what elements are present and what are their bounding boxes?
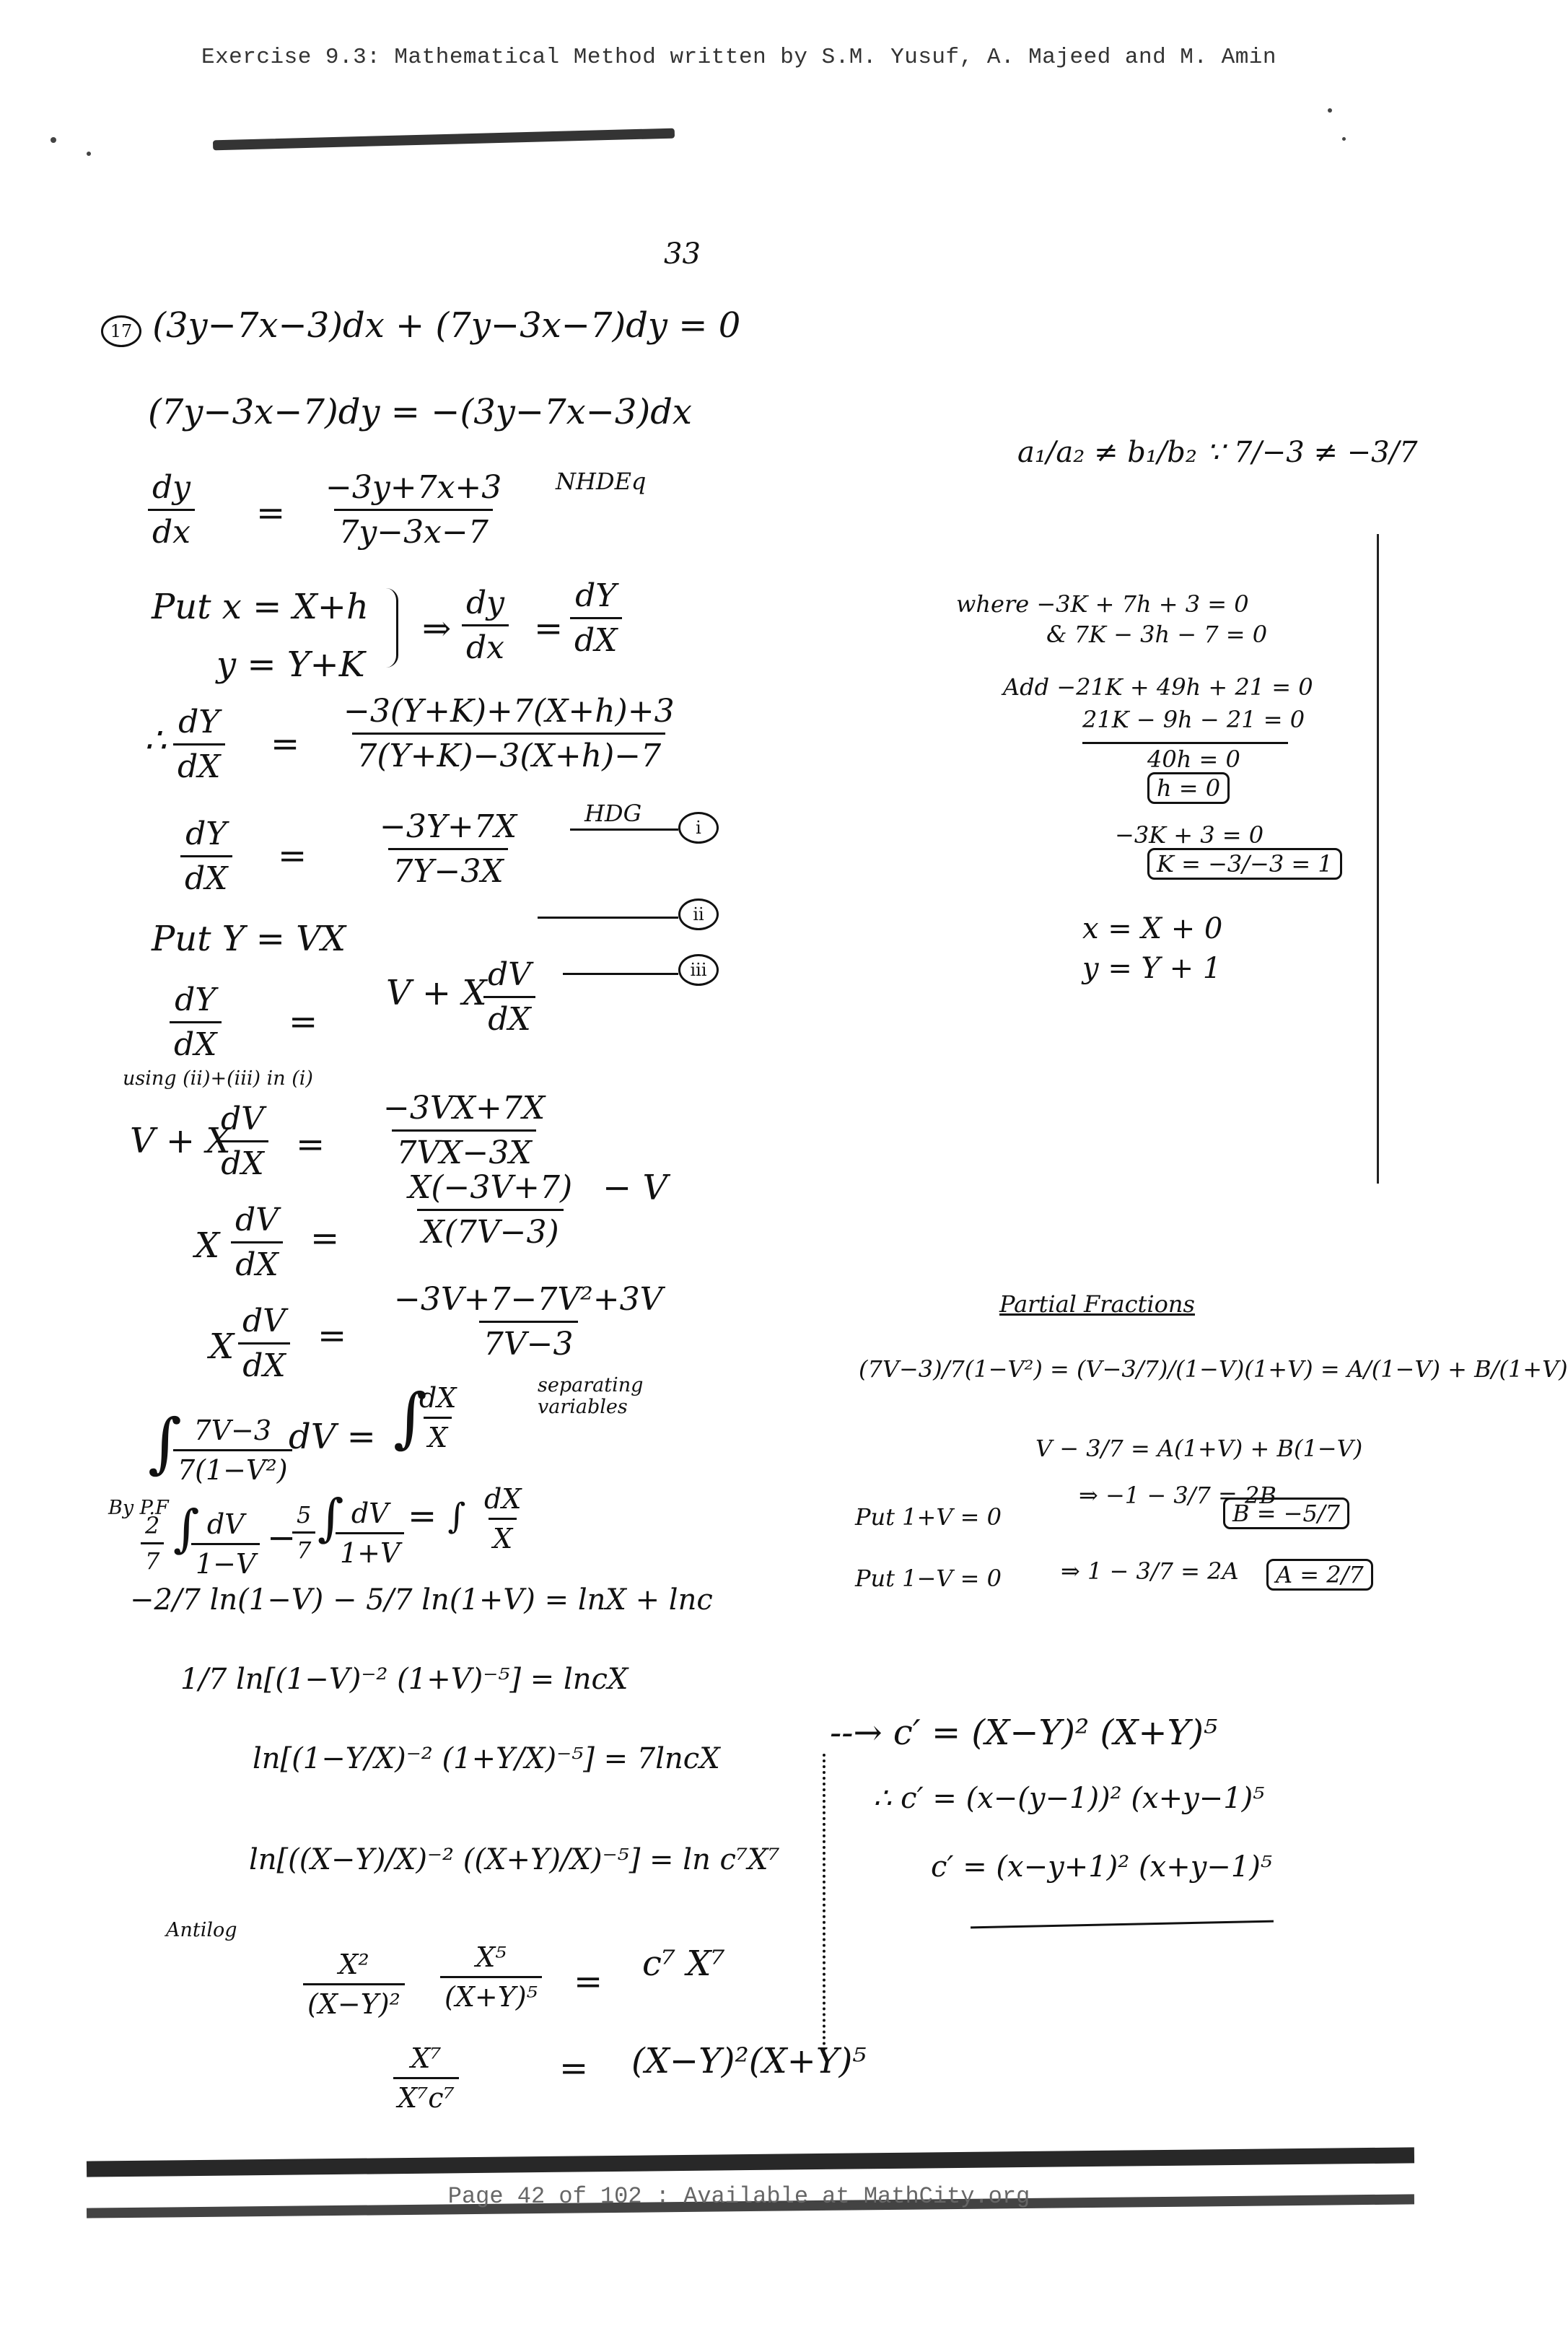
tag-leader — [538, 917, 678, 919]
step-11-eq: = — [317, 1316, 347, 1356]
integral-sign: ∫ — [148, 1405, 182, 1481]
step-9-lhs: V + X — [130, 1121, 231, 1161]
right-k-eq: −3K + 3 = 0 — [1115, 821, 1264, 849]
step-4-rhs: $\frac{-3(Y+K)+7(X+h)+3}{7(Y+K)-3(X+h)-7}$ — [343, 693, 675, 774]
tag-leader — [570, 828, 678, 831]
step-18-term-1: $\frac{\text{X²}}{\text{(X−Y)²}}$ — [303, 1949, 405, 2020]
step-11-frac: $\frac{dV}{dX}$ — [238, 1303, 290, 1384]
step-8: using (ii)+(iii) in (i) — [123, 1067, 313, 1090]
speck — [1328, 108, 1332, 113]
step-9-frac: $\frac{dV}{dX}$ — [216, 1101, 268, 1182]
c-prime-3: c′ = (x−y+1)² (x+y−1)⁵ — [931, 1850, 1272, 1884]
step-10-tail: − V — [603, 1168, 668, 1208]
scan-smudge-top — [213, 128, 675, 151]
right-margin-line — [1377, 534, 1379, 1184]
step-10-eq: = — [310, 1218, 340, 1259]
speck — [51, 137, 56, 143]
partial-fractions-title: Partial Fractions — [999, 1290, 1195, 1318]
step-13-term-3: $\frac{dX}{X}$ — [484, 1483, 522, 1555]
eq-tag-3: iii — [678, 954, 719, 986]
step-11-rhs: $\frac{\text{−3V+7−7V²+3V}}{7V-3}$ — [394, 1281, 663, 1363]
step-19-eq: = — [559, 2048, 589, 2089]
pf-result-2: ⇒ 1 − 3/7 = 2A — [1061, 1557, 1239, 1585]
step-3-f2: $\frac{dY}{dX}$ — [570, 577, 622, 659]
step-15: 1/7 ln[(1−V)⁻² (1+V)⁻⁵] = lncX — [180, 1663, 628, 1696]
problem-equation: (3y−7x−3)dx + (7y−3x−7)dy = 0 — [152, 305, 741, 346]
step-13-coef-c: $\frac{5}{7}$ — [292, 1501, 315, 1564]
step-2-rhs: $\frac{-3y+7x+3}{7y-3x-7}$ — [325, 469, 502, 551]
right-where-1: where −3K + 7h + 3 = 0 — [956, 590, 1249, 618]
integral-sign-4: ∫ — [317, 1488, 344, 1547]
substitution-brace — [386, 588, 398, 668]
step-13-coef-a: $\frac{2}{7}$ — [141, 1512, 164, 1575]
pf-box-b: B = −5/7 — [1223, 1501, 1349, 1526]
integral-sign-3: ∫ — [173, 1499, 200, 1558]
step-18-rhs: c⁷ X⁷ — [642, 1944, 725, 1984]
step-16: ln[(1−Y/X)⁻² (1+Y/X)⁻⁵] = 7lncX — [253, 1742, 720, 1775]
step-5-eq: = — [278, 836, 307, 876]
right-add-2: 21K − 9h − 21 = 0 — [1082, 706, 1305, 733]
sum-line — [1082, 742, 1288, 744]
step-7-eq: = — [289, 1002, 318, 1042]
pf-put-2: Put 1−V = 0 — [855, 1565, 1002, 1592]
step-9-eq: = — [296, 1124, 325, 1165]
right-where-2: & 7K − 3h − 7 = 0 — [1046, 621, 1268, 648]
step-11-lhs: X — [209, 1326, 235, 1367]
step-2-note: NHDEq — [556, 468, 647, 495]
problem-line — [101, 307, 740, 347]
right-x-sub: x = X + 0 — [1082, 912, 1223, 945]
step-1: (7y−3x−7)dy = −(3y−7x−3)dx — [148, 392, 692, 432]
step-18-eq: = — [574, 1962, 603, 2002]
step-5-rhs: $\frac{-3Y+7X}{7Y-3X}$ — [380, 808, 517, 890]
pf-result-1: ⇒ −1 − 3/7 = 2B — [1079, 1482, 1276, 1509]
c-prime-1: --→ c′ = (X−Y)² (X+Y)⁵ — [830, 1713, 1218, 1753]
step-10-frac: $\frac{dV}{dX}$ — [231, 1202, 283, 1283]
step-4-eq: = — [271, 724, 300, 764]
step-14: −2/7 ln(1−V) − 5/7 ln(1+V) = lnX + lnc — [130, 1583, 713, 1617]
step-12-note: separating variables — [538, 1374, 644, 1418]
step-6: Put Y = VX — [152, 919, 346, 959]
end-rule — [971, 1920, 1274, 1929]
right-y-sub: y = Y + 1 — [1082, 952, 1222, 985]
step-10-lhs: X — [195, 1225, 220, 1266]
substitution-x: Put x = X+h — [152, 587, 369, 627]
step-13-eq: = ∫ — [408, 1496, 466, 1536]
step-19-lhs: $\frac{\text{X⁷}}{\text{X⁷c⁷}}$ — [393, 2042, 459, 2114]
right-h-box: h = 0 — [1147, 776, 1230, 801]
implies: ⇒ — [422, 608, 452, 649]
step-13-term-1: $\frac{dV}{1-V}$ — [191, 1508, 260, 1580]
right-add-1: Add −21K + 49h + 21 = 0 — [1003, 673, 1313, 701]
step-7-frac: $\frac{dV}{dX}$ — [483, 956, 535, 1038]
step-5-lhs: $\frac{dY}{dX}$ — [180, 816, 232, 897]
step-19-rhs: (X−Y)²(X+Y)⁵ — [631, 2041, 867, 2081]
eq-tag-1: i — [678, 812, 719, 844]
substitution-y: y = Y+K — [216, 644, 365, 685]
step-12-rhs: $\frac{dX}{X}$ — [419, 1382, 457, 1453]
step-17: ln[((X−Y)/X)⁻² ((X+Y)/X)⁻⁵] = ln c⁷X⁷ — [249, 1843, 780, 1876]
step-13-minus: − — [267, 1518, 297, 1558]
step-5-note: HDG — [584, 800, 642, 827]
page-header: Exercise 9.3: Mathematical Method written by S.M. Yusuf, A. Majeed and M. Amin — [201, 45, 1277, 70]
step-3-eq: = — [534, 608, 564, 649]
eq-tag-2: ii — [678, 899, 719, 930]
step-18-pre: Antilog — [166, 1919, 237, 1941]
step-12-dv: dV = — [289, 1417, 376, 1457]
pf-line-1: (7V−3)/7(1−V²) = (V−3/7)/(1−V)(1+V) = A/(1−V) + B/(1+V) — [859, 1355, 1568, 1383]
speck — [1342, 137, 1346, 141]
step-4-lhs: $\frac{dY}{dX}$ — [173, 704, 225, 785]
step-2-lhs: $\frac{dy}{dx}$ — [148, 469, 195, 551]
pf-put-1: Put 1+V = 0 — [855, 1503, 1002, 1531]
scan-bar-bottom-1 — [87, 2147, 1414, 2177]
c-prime-2: ∴ c′ = (x−(y−1))² (x+y−1)⁵ — [873, 1782, 1265, 1815]
page-footer: Page 42 of 102 : Available at MathCity.org — [447, 2183, 1030, 2210]
step-10-rhs: $\frac{X(-3V+7)}{X(7V-3)}$ — [408, 1169, 573, 1251]
ratio-check: a₁/a₂ ≠ b₁/b₂ ∵ 7/−3 ≠ −3/7 — [1017, 436, 1418, 469]
step-2-eq: = — [256, 493, 286, 533]
connector-line — [823, 1754, 825, 2057]
step-7-lhs: $\frac{dY}{dX}$ — [170, 981, 222, 1063]
step-9-rhs: $\frac{-3VX+7X}{7VX-3X}$ — [383, 1090, 546, 1171]
right-k-box: K = −3/−3 = 1 — [1147, 852, 1342, 877]
tag-leader — [563, 973, 678, 975]
step-13-pre: By P.F — [108, 1497, 169, 1519]
step-18-term-2: $\frac{\text{X⁵}}{\text{(X+Y)⁵}}$ — [440, 1941, 542, 2013]
pf-box-a: A = 2/7 — [1266, 1562, 1373, 1588]
speck — [87, 152, 91, 156]
right-h-eq: 40h = 0 — [1147, 746, 1240, 773]
integral-sign-2: ∫ — [393, 1380, 427, 1456]
pf-line-2: V − 3/7 = A(1+V) + B(1−V) — [1035, 1435, 1363, 1462]
therefore: ∴ — [144, 720, 167, 761]
page-number: 33 — [664, 237, 701, 271]
step-7-rhs: V + X — [386, 973, 487, 1013]
step-3-f1: $\frac{dy}{dx}$ — [462, 585, 509, 666]
problem-number: 17 — [101, 315, 141, 347]
step-13-term-2: $\frac{dV}{1+V}$ — [336, 1498, 404, 1569]
step-12-lhs: $\frac{7V-3}{\text{7(1−V²)}}$ — [173, 1415, 292, 1486]
